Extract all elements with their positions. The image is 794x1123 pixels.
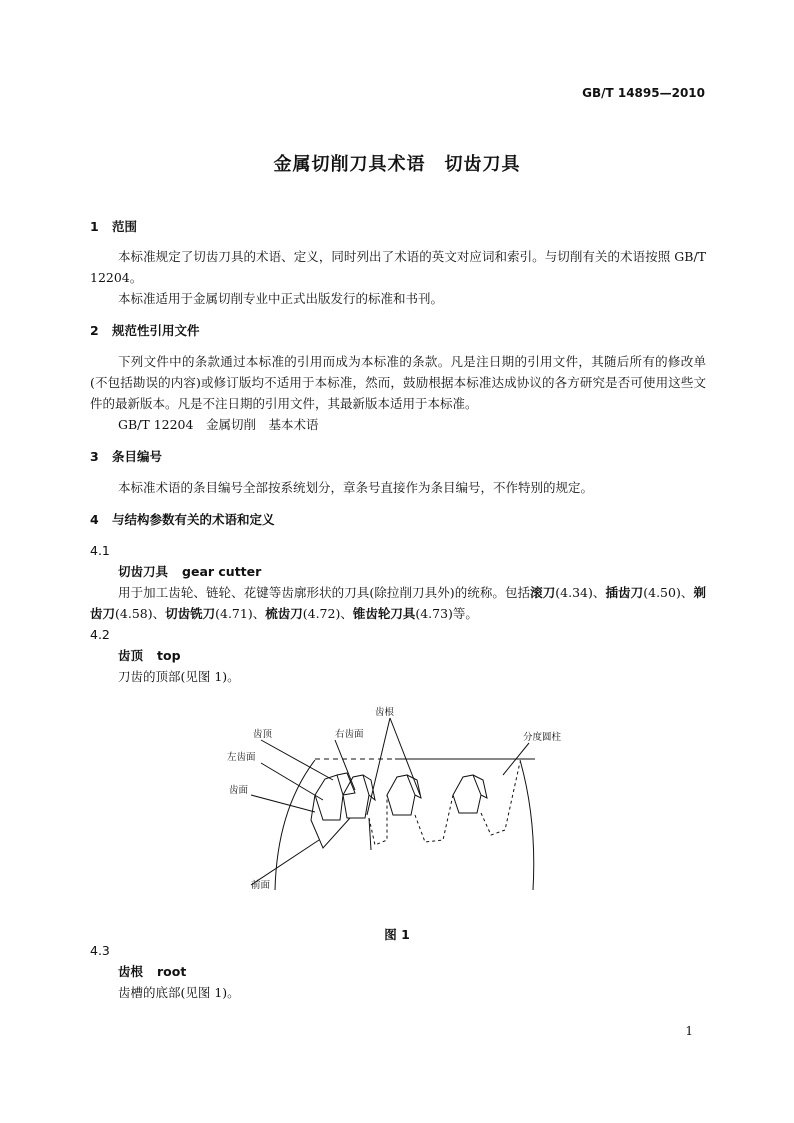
tooth-root-line xyxy=(369,818,371,850)
term-entry xyxy=(118,561,261,582)
gap-3-hidden xyxy=(481,762,520,835)
clause-number: 4.3 xyxy=(90,943,110,958)
label-qianmian: 前面 xyxy=(251,880,271,891)
section-2-heading xyxy=(90,320,200,341)
leader-chigen-2 xyxy=(390,718,420,795)
term-entry xyxy=(118,645,181,666)
leader-qianmian xyxy=(251,840,319,885)
label-zuochimian: 左齿面 xyxy=(227,752,256,763)
label-chigen: 齿根 xyxy=(375,707,395,718)
leader-zuochimian xyxy=(261,763,323,800)
cutter-right-arc xyxy=(520,760,534,890)
page-title: 金属切削刀具术语 切齿刀具 xyxy=(273,154,521,175)
gap-2-hidden xyxy=(415,795,453,842)
leader-youchimian xyxy=(335,740,355,790)
leader-chiding xyxy=(261,740,333,780)
term-zh: 齿顶 xyxy=(118,648,144,663)
term-zh: 切齿刀具 xyxy=(118,564,169,579)
section-title: 与结构参数有关的术语和定义 xyxy=(112,512,275,527)
term-ref: 滚刀 xyxy=(530,585,556,600)
term-ref-number: (4.72)、 xyxy=(302,606,353,621)
term-en: root xyxy=(157,964,187,979)
term-ref-number: (4.50)、 xyxy=(643,585,694,600)
label-chiding: 齿顶 xyxy=(253,729,273,740)
term-en: top xyxy=(157,648,181,663)
standard-number: GB/T 14895—2010 xyxy=(582,86,705,100)
definition: 刀齿的顶部(见图 1)。 xyxy=(118,669,240,684)
paragraph: 下列文件中的条款通过本标准的引用而成为本标准的条款。凡是注日期的引用文件，其随后所有的修改单(不包括勘误的内容)或修订版均不适用于本标准，然而，鼓励根据本标准达成协议的各方研究是否可使用这些文件的最新版本。凡是不注日期的引用文件，其最新版本适用于本标准。 xyxy=(90,354,706,411)
cutter-left-arc xyxy=(275,760,315,890)
term-ref-number: (4.71)、 xyxy=(215,606,266,621)
paragraph: 本标准适用于金属切削专业中正式出版发行的标准和书刊。 xyxy=(118,291,444,306)
term-ref: 剃齿刀 xyxy=(90,585,706,621)
tooth-4 xyxy=(453,775,481,813)
figure-1-diagram xyxy=(215,700,585,900)
definition: 齿槽的底部(见图 1)。 xyxy=(118,985,240,1000)
leader-chimian xyxy=(251,795,315,812)
clause-number: 4.1 xyxy=(90,543,110,558)
clause-number: 4.2 xyxy=(90,627,110,642)
tooth-2 xyxy=(343,775,369,818)
term-ref: 锥齿轮刀具 xyxy=(352,606,416,621)
gap-1-hidden xyxy=(369,795,387,845)
figure-caption: 图 1 xyxy=(384,927,410,942)
section-title: 范围 xyxy=(112,219,138,234)
definition xyxy=(90,582,706,624)
term-ref: 梳齿刀 xyxy=(265,606,303,621)
page-number: 1 xyxy=(685,1024,693,1038)
tooth-4-side xyxy=(473,775,487,798)
section-number: 3 xyxy=(90,449,99,464)
normative-reference: GB/T 12204 金属切削 基本术语 xyxy=(118,417,319,432)
term-ref: 切齿铣刀 xyxy=(165,606,216,621)
section-4-heading xyxy=(90,509,275,530)
section-3-heading xyxy=(90,446,162,467)
label-fenduyuanzhu: 分度圆柱 xyxy=(523,732,562,743)
definition-text: 用于加工齿轮、链轮、花键等齿廓形状的刀具(除拉削刀具外)的统称。包括 xyxy=(118,585,531,600)
term-ref-number: (4.58)、 xyxy=(115,606,166,621)
label-chimian: 齿面 xyxy=(229,785,249,796)
section-title: 条目编号 xyxy=(112,449,163,464)
term-en: gear cutter xyxy=(182,564,262,579)
paragraph: 本标准术语的条目编号全部按系统划分，章条号直接作为条目编号，不作特别的规定。 xyxy=(118,480,594,495)
term-ref: 插齿刀 xyxy=(605,585,644,600)
section-title: 规范性引用文件 xyxy=(112,323,200,338)
label-youchimian: 右齿面 xyxy=(335,729,364,740)
section-1-heading xyxy=(90,216,137,237)
term-zh: 齿根 xyxy=(118,964,144,979)
tooth-3 xyxy=(387,775,415,815)
paragraph: 本标准规定了切齿刀具的术语、定义，同时列出了术语的英文对应词和索引。与切削有关的术语按照 GB/T 12204。 xyxy=(90,249,706,285)
section-number: 4 xyxy=(90,512,99,527)
section-number: 2 xyxy=(90,323,99,338)
term-ref-number: (4.73)等。 xyxy=(415,606,478,621)
term-ref-number: (4.34)、 xyxy=(555,585,606,600)
section-number: 1 xyxy=(90,219,99,234)
term-entry xyxy=(118,961,186,982)
